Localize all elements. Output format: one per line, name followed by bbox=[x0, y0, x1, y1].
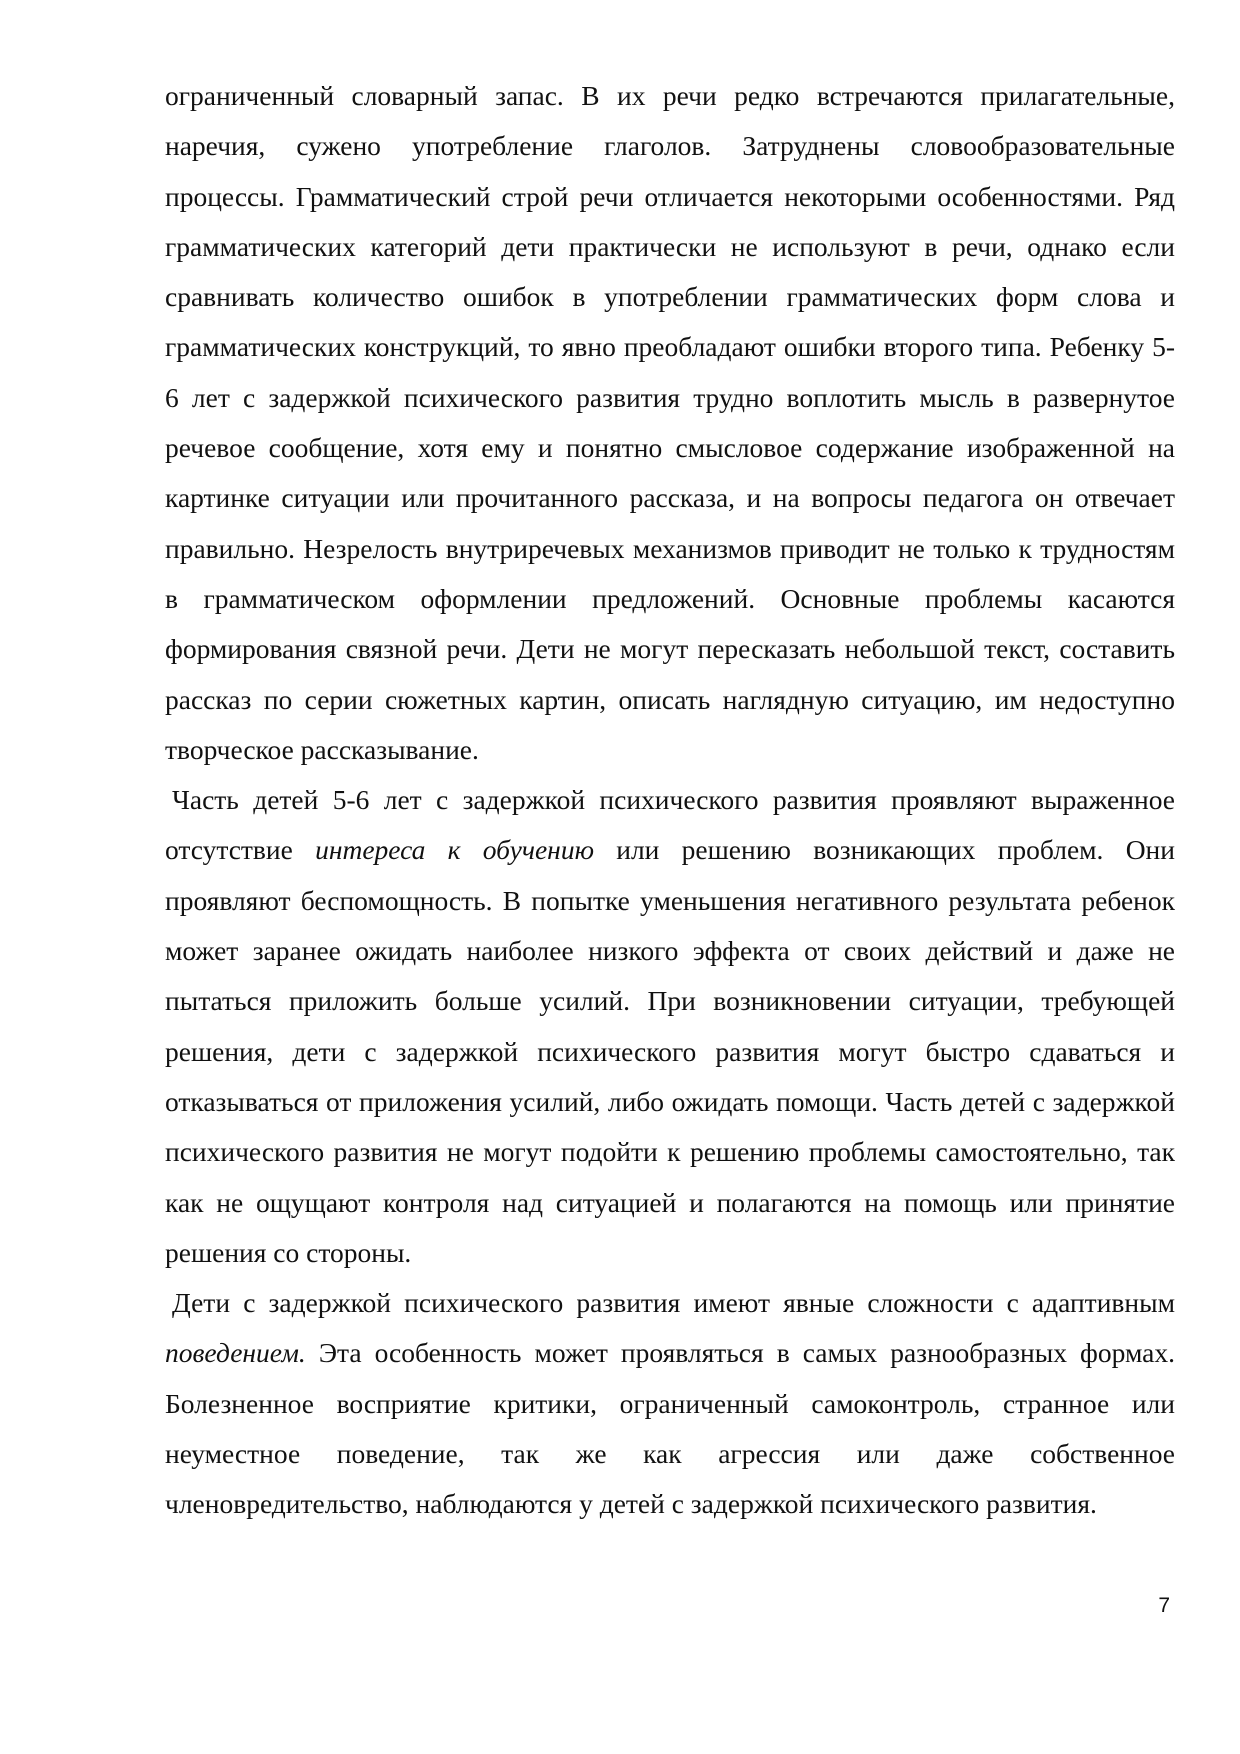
page-number: 7 bbox=[1158, 1594, 1170, 1617]
emphasis-learning-interest: интереса к обучению bbox=[315, 834, 594, 866]
paragraph-text-after-emphasis: или решению возникающих проблем. Они проявляют беспомощность. В попытке уменьшения негативного результата ребенок может заранее ожидать наиболее низкого эффекта от своих действий и даже не пытаться приложить больше усилий. При возникновении ситуации, требующей решения, дети с задержкой психического развития могут быстро сдаваться и отказываться от приложения усилий, либо ожидать помощи. Часть детей с задержкой психического развития не могут подойти к решению проблемы самостоятельно, так как не ощущают контроля над ситуацией и полагаются на помощь или принятие решения со стороны. bbox=[165, 834, 1175, 1268]
paragraph-text-after-emphasis: Эта особенность может проявляться в самых разнообразных формах. Болезненное восприятие критики, ограниченный самоконтроль, странное или неуместное поведение, так же как агрессия или даже собственное членовредительство, наблюдаются у детей с задержкой психического развития. bbox=[165, 1337, 1175, 1520]
paragraph-learning-interest bbox=[165, 775, 1175, 1278]
paragraph-speech-development: ограниченный словарный запас. В их речи редко встречаются прилагательные, наречия, сужено употребление глаголов. Затруднены словообразовательные процессы. Грамматический строй речи отличается некоторыми особенностями. Ряд грамматических категорий дети практически не используют в речи, однако если сравнивать количество ошибок в употреблении грамматических форм слова и грамматических конструкций, то явно преобладают ошибки второго типа. Ребенку 5-6 лет с задержкой психического развития трудно воплотить мысль в развернутое речевое сообщение, хотя ему и понятно смысловое содержание изображенной на картинке ситуации или прочитанного рассказа, и на вопросы педагога он отвечает правильно. Незрелость внутриречевых механизмов приводит не только к трудностям в грамматическом оформлении предложений. Основные проблемы касаются формирования связной речи. Дети не могут пересказать небольшой текст, составить рассказ по серии сюжетных картин, описать наглядную ситуацию, им недоступно творческое рассказывание. bbox=[165, 80, 1175, 765]
paragraph-text-before-emphasis: Часть детей 5-6 лет с задержкой психического развития проявляют выраженное отсутствие bbox=[165, 784, 1175, 866]
paragraph-adaptive-behavior bbox=[165, 1278, 1175, 1529]
paragraph-text-before-emphasis: Дети с задержкой психического развития имеют явные сложности с адаптивным bbox=[172, 1287, 1175, 1319]
emphasis-behavior: поведением. bbox=[165, 1337, 306, 1369]
page-body bbox=[165, 71, 1175, 1530]
